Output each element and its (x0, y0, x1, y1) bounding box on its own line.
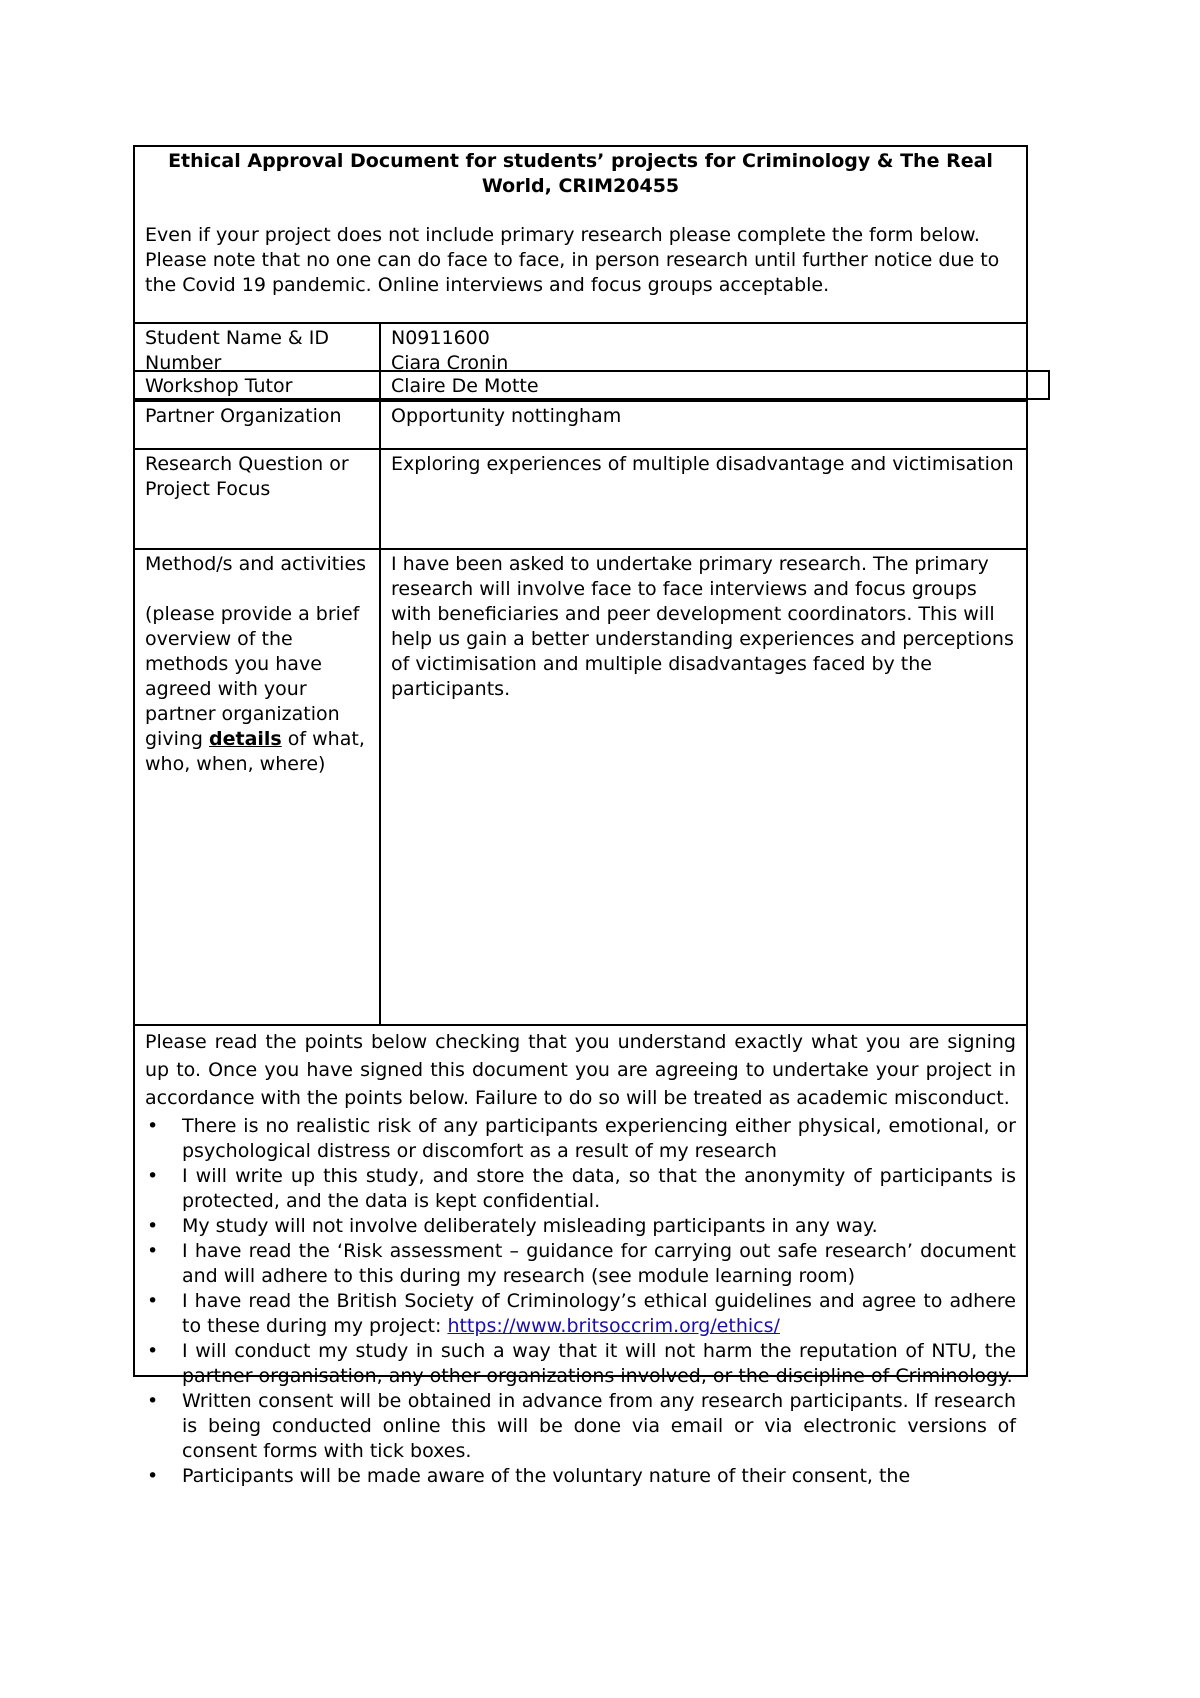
form-header (135, 147, 1026, 322)
bullet-icon: • (147, 1340, 159, 1362)
student-value (381, 324, 1026, 374)
method-label-cell (135, 550, 381, 1024)
tutor-label: Workshop Tutor (135, 372, 381, 400)
research-question-value: Exploring experiences of multiple disadvantage and victimisation (391, 453, 1014, 475)
form-title: Ethical Approval Document for students’ projects for Criminology & The Real World, CRIM20455 (168, 150, 993, 197)
bullet-icon: • (147, 1215, 159, 1237)
student-row (135, 322, 1026, 374)
partner-label: Partner Organization (135, 402, 381, 448)
declaration-point: • I have read the British Society of Criminology’s ethical guidelines and agree to adhere to these during my project: https://www.britsoccrim.org/ethics/ (147, 1290, 1016, 1337)
declaration-point: • Written consent will be obtained in advance from any research participants. If research is being conducted online this will be done via email or via electronic versions of consent forms with tick boxes. (147, 1390, 1016, 1462)
research-question-row (135, 448, 1026, 548)
bullet-icon: • (147, 1165, 159, 1187)
declaration-point: • I will write up this study, and store the data, so that the anonymity of participants is protected, and the data is kept confidential. (147, 1165, 1016, 1212)
declaration-point: • Participants will be made aware of the voluntary nature of their consent, the (147, 1465, 911, 1487)
research-question-label: Research Question or Project Focus (135, 450, 381, 548)
student-label: Student Name & ID Number (135, 324, 381, 370)
bullet-icon: • (147, 1115, 159, 1137)
tutor-row (135, 370, 1026, 400)
bullet-icon: • (147, 1240, 159, 1262)
partner-value: Opportunity nottingham (391, 405, 622, 427)
ethics-guidelines-link[interactable]: https://www.britsoccrim.org/ethics/ (447, 1315, 780, 1337)
declaration-intro: Please read the points below checking that you understand exactly what you are signing up to. Once you have signed this document you are agreeing to undertake your project in accordance with the points below. Failure to do so will be treated as academic misconduct. (145, 1031, 1016, 1109)
method-hint: (please provide a brief overview of the methods you have agreed with your partner organization giving details of what, who, when, where) (145, 603, 365, 775)
bullet-icon: • (147, 1465, 159, 1487)
declaration-point: • I have read the ‘Risk assessment – guidance for carrying out safe research’ document and will adhere to this during my research (see module learning room) (147, 1240, 1016, 1287)
bullet-icon: • (147, 1390, 159, 1412)
method-hint-details: details (209, 728, 282, 750)
tutor-value: Claire De Motte (391, 375, 539, 397)
declaration-point: • My study will not involve deliberately misleading participants in any way. (147, 1215, 878, 1237)
partner-row (135, 400, 1026, 448)
bullet-icon: • (147, 1290, 159, 1312)
method-row (135, 548, 1026, 1024)
method-label: Method/s and activities (145, 553, 367, 575)
ethical-approval-form (133, 145, 1028, 1487)
declaration-point: • There is no realistic risk of any participants experiencing either physical, emotional, or psychological distress or discomfort as a result of my research (147, 1115, 1016, 1162)
declaration-point: • I will conduct my study in such a way that it will not harm the reputation of NTU, the partner organisation, any other organizations involved, or the discipline of Criminology. (147, 1340, 1016, 1387)
student-name: Ciara Cronin (391, 352, 509, 374)
method-value: I have been asked to undertake primary research. The primary research will involve face to face interviews and focus groups with beneficiaries and peer development coordinators. This will help us gain a better understanding experiences and perceptions of victimisation and multiple disadvantages faced by the participants. (391, 553, 1014, 700)
student-id: N0911600 (391, 327, 490, 349)
form-intro-covid-notice: Please note that no one can do face to face, in person research until further notice due to the Covid 19 pandemic. Online interviews and focus groups acceptable. (145, 249, 1000, 296)
declaration-points (145, 1114, 1016, 1489)
form-intro-primary-research: Even if your project does not include primary research please complete the form below. (145, 224, 980, 246)
declaration-section (135, 1024, 1026, 1489)
